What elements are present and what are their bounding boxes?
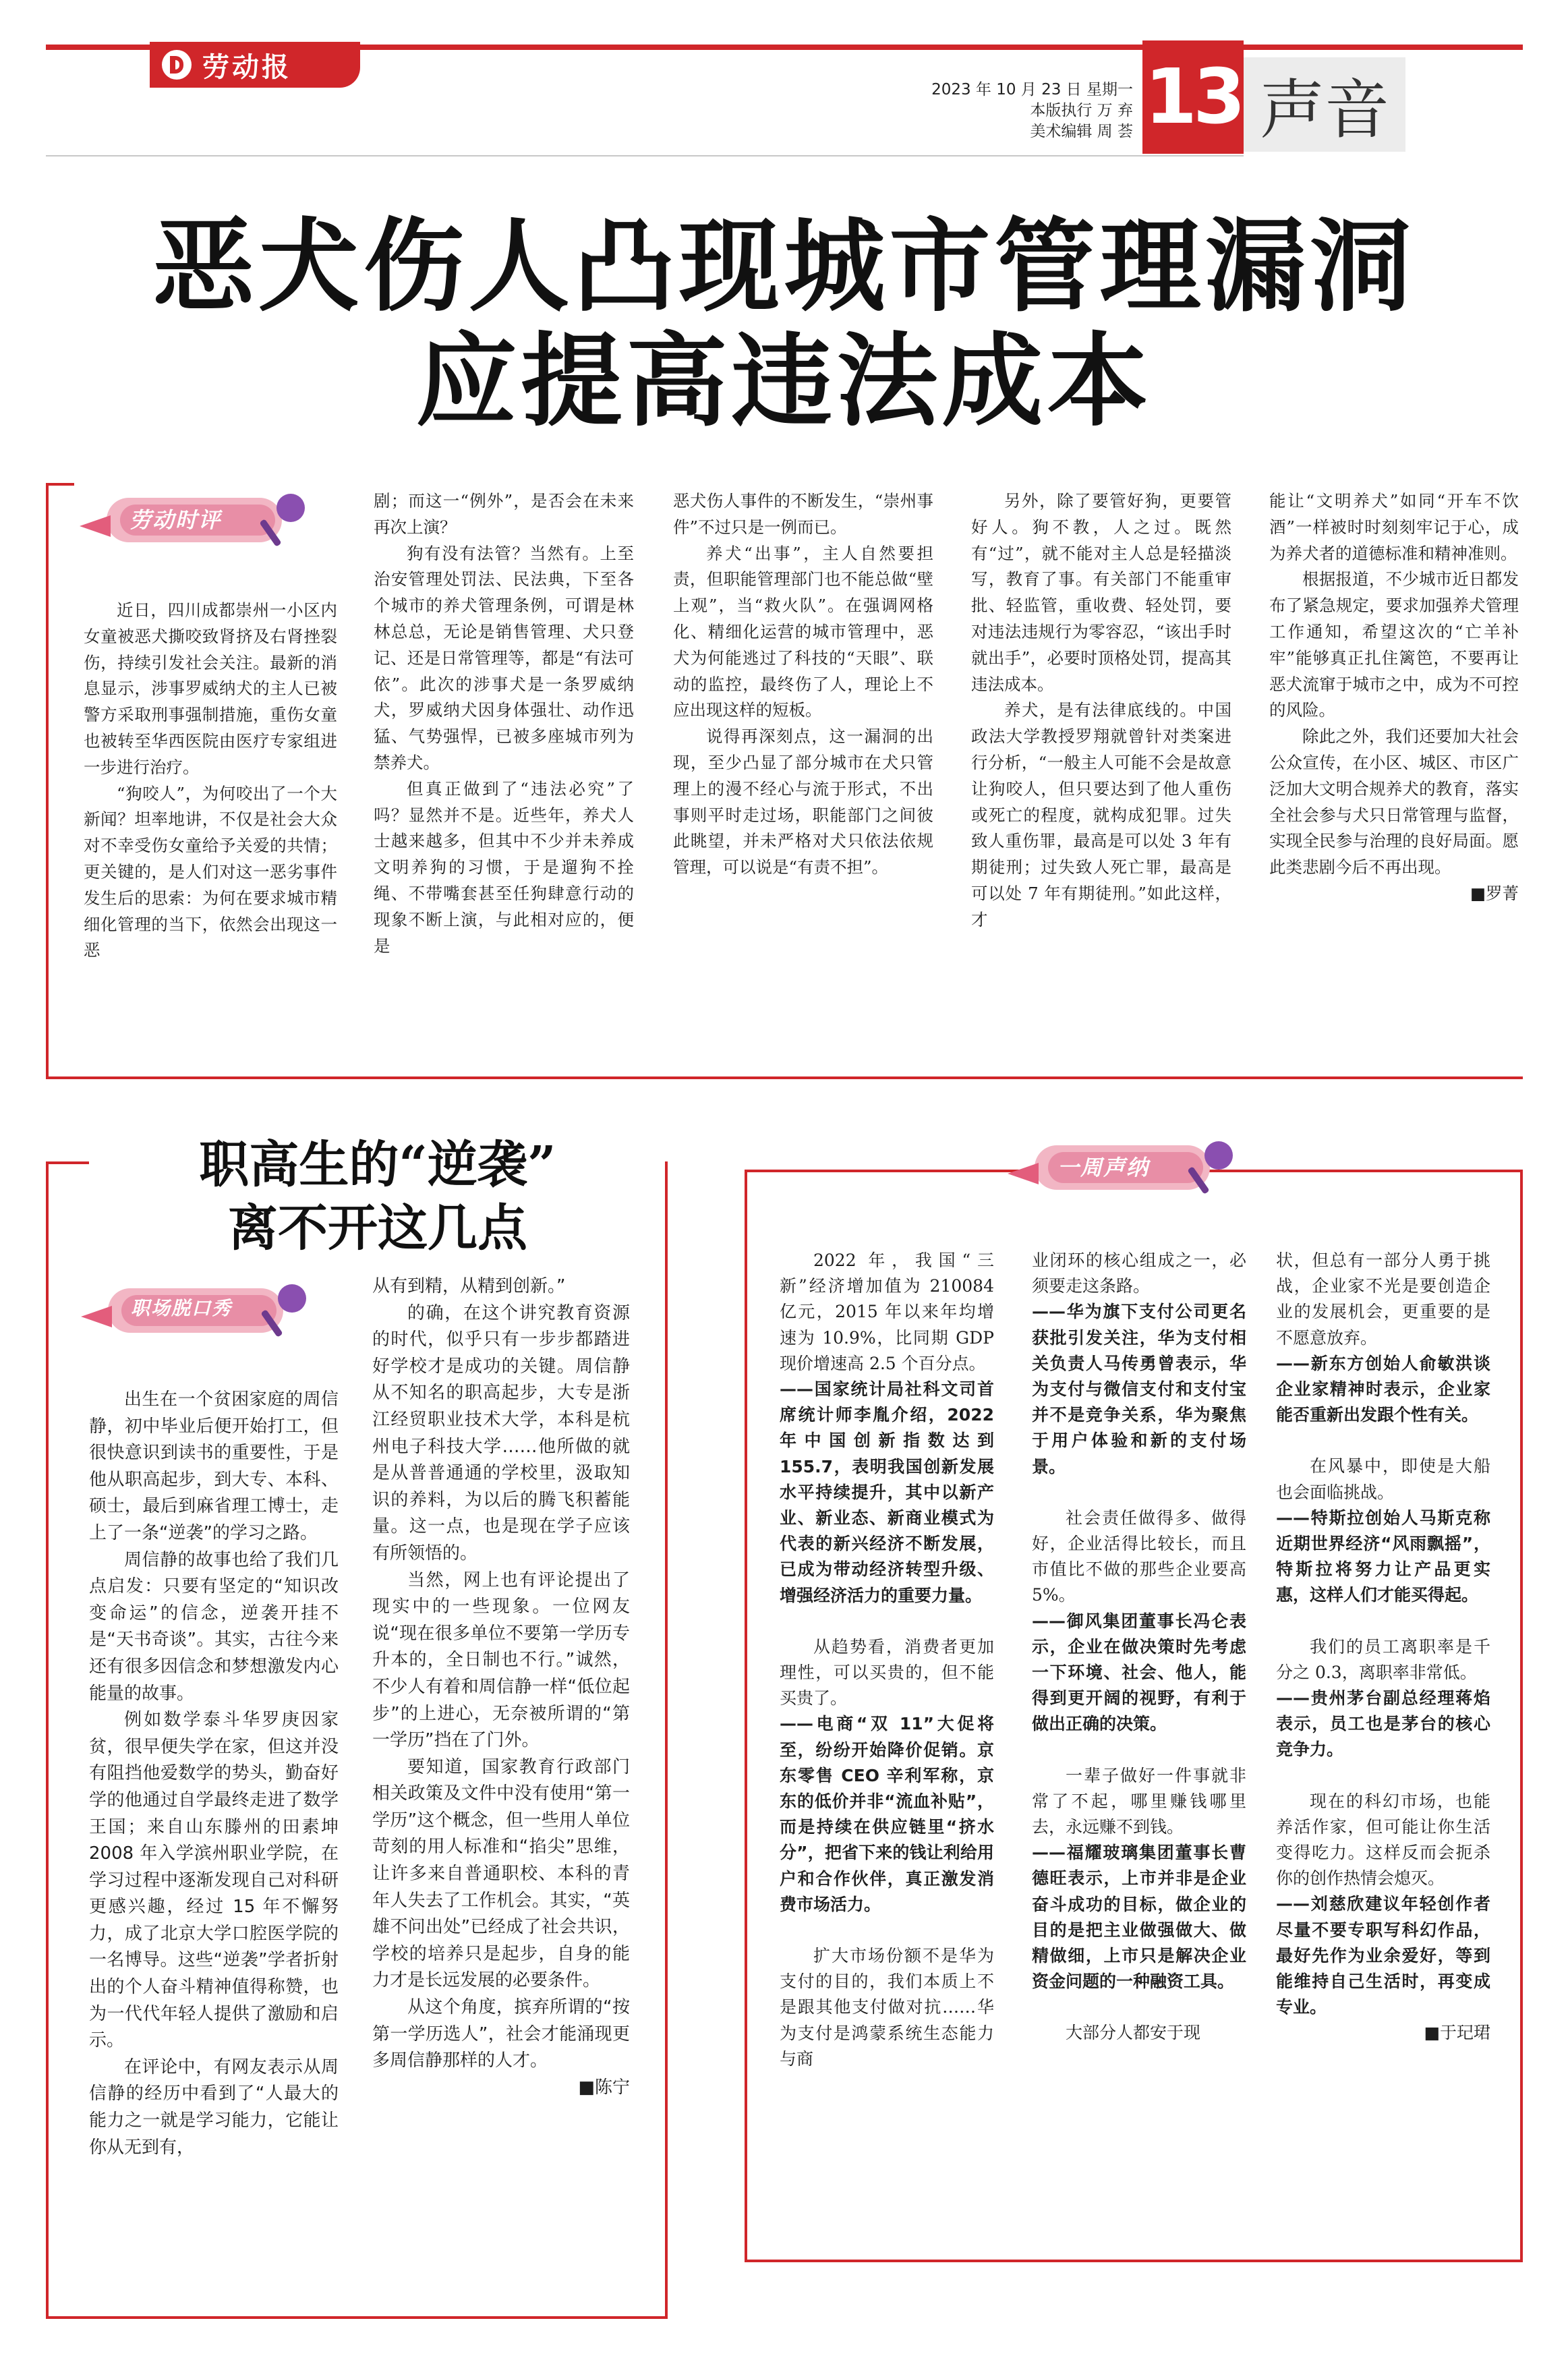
article1-col5 [1269, 488, 1519, 907]
date-text: 2023 年 10 月 23 日 星期一 [931, 81, 1133, 98]
paragraph: 近日，四川成都崇州一小区内女童被恶犬撕咬致肾挤及右肾挫裂伤，持续引发社会关注。最新的消息显示，涉事罗威纳犬的主人已被警方采取刑事强制措施，重伤女童也被转至华西医院由医疗专家组进一步进行治疗。 [84, 600, 337, 777]
article2-tag-label: 职场脱口秀 [131, 1297, 233, 1319]
paragraph: 从有到精，从精到创新。” [372, 1276, 566, 1296]
article2-col2 [372, 1273, 630, 2101]
editor-text: 本版执行 万 弃 [1030, 102, 1133, 119]
paragraph: 养犬“出事”，主人自然要担责，但职能管理部门也不能总做“壁上观”，当“救火队”。在强调网格化、精细化运营的城市管理中，恶犬为何能逃过了科技的“天眼”、联动的监控，最终伤了人，理论上不应出现这样的短板。 [673, 543, 933, 720]
paragraph: 能让“文明养犬”如同“开车不饮酒”一样被时时刻刻牢记于心，成为养犬者的道德标准和精神准则。 [1269, 491, 1519, 563]
article2-headline [101, 1133, 654, 1260]
microphone-icon [1204, 1141, 1233, 1170]
paragraph: 当然，网上也有评论提出了现实中的一些现象。一位网友说“现在很多单位不要第一学历专升本的，全日制也不行。”诚然，不少人有着和周信静一样“低位起步”的上进心，无奈被所谓的“第一学历”挡在了门外。 [372, 1570, 630, 1751]
quote: 在风暴中，即使是大船也会面临挑战。 [1276, 1456, 1490, 1502]
paragraph: 出生在一个贫困家庭的周信静，初中毕业后便开始打工，但很快意识到读书的重要性，于是他从职高起步，到大专、本科、硕士，最后到麻省理工博士，走上了一条“逆袭”的学习之路。 [89, 1389, 339, 1543]
article2-headline-line2: 离不开这几点 [228, 1199, 527, 1257]
quote: 业闭环的核心组成之一，必须要走这条路。 [1032, 1251, 1246, 1296]
quote-attribution: ——国家统计局社科文司首席统计师李胤介绍，2022 年中国创新指数达到 155.7，表明我国创新发展水平持续提升，其中以新产业、新业态、新商业模式为代表的新兴经济不断发展，已成为带动经济转型升级、增强经济活力的重要力量。 [780, 1379, 994, 1605]
article3-author: ■于玘珺 [1424, 2023, 1490, 2043]
quote: 现在的科幻市场，也能养活作家，但可能让你生活变得吃力。这样反而会扼杀你的创作热情会熄灭。 [1276, 1791, 1490, 1889]
paragraph: 剧；而这一“例外”，是否会在未来再次上演？ [374, 491, 634, 537]
quote-attribution: ——刘慈欣建议年轻创作者尽量不要专职写科幻作品，最好先作为业余爱好，等到能维持自己生活时，再变成专业。 [1276, 1894, 1490, 2017]
paragraph: 恶犬伤人事件的不断发生，“崇州事件”不过只是一例而已。 [673, 491, 933, 537]
article1-col3 [673, 488, 933, 881]
designer-text: 美术编辑 周 荟 [1030, 123, 1133, 140]
paper-plane-icon [80, 515, 111, 537]
article3-col3 [1276, 1248, 1490, 2046]
quote-attribution: ——电商“双 11”大促将至，纷纷开始降价促销。京东零售 CEO 辛利军称，京东的低价并非“流血补贴”，而是持续在供应链里“挤水分”，把省下来的钱让利给用户和合作伙伴，真正激发消费市场活力。 [780, 1714, 994, 1914]
paragraph: 除此之外，我们还要加大社会公众宣传，在小区、城区、市区广泛加大文明合规养犬的教育，落实全社会参与犬只日常管理与监督，实现全民参与治理的良好局面。愿此类悲剧今后不再出现。 [1269, 726, 1519, 878]
paragraph: 从这个角度，摈弃所谓的“按第一学历选人”，社会才能涌现更多周信静那样的人才。 [372, 1997, 630, 2071]
article3-tag [1008, 1139, 1237, 1195]
article1-tag-label: 劳动时评 [129, 507, 222, 533]
quote-attribution: ——特斯拉创始人马斯克称近期世界经济“风雨飘摇”，特斯拉将努力让产品更实惠，这样人们才能买得起。 [1276, 1507, 1490, 1605]
paragraph: 但真正做到了“违法必究”了吗？显然并不是。近些年，养犬人士越来越多，但其中不少并未养成文明养狗的习惯，于是遛狗不拴绳、不带嘴套甚至任狗肆意行动的现象不断上演，与此相对应的，便是 [374, 778, 634, 956]
article3-tag-label: 一周声纳 [1057, 1155, 1150, 1180]
paragraph: 根据报道，不少城市近日都发布了紧急规定，要求加强养犬管理工作通知，希望这次的“亡羊补牢”能够真正扎住篱笆，不要再让恶犬流窜于城市之中，成为不可控的风险。 [1269, 569, 1519, 720]
paper-plane-icon [81, 1306, 112, 1327]
article1-frame-tick [46, 483, 74, 486]
page-number: 13 [1142, 40, 1244, 154]
paragraph: 的确，在这个讲究教育资源的时代，似乎只有一步步都踏进好学校才是成功的关键。周信静从不知名的职高起步，大专是浙江经贸职业技术大学，本科是杭州电子科技大学……他所做的就是从普普通通的学校里，汲取知识的养料，为以后的腾飞积蓄能量。这一点，也是现在学子应该有所领悟的。 [372, 1302, 630, 1563]
quote: 状，但总有一部分人勇于挑战，企业家不光是要创造企业的发展机会，更重要的是不愿意放弃。 [1276, 1251, 1490, 1348]
paragraph: 养犬，是有法律底线的。中国政法大学教授罗翔就曾针对类案进行分析，“一般主人可能不会是故意让狗咬人，但只要达到了他人重伤或死亡的程度，就构成犯罪。过失致人重伤罪，最高是可以处 3 年有期徒刑；过失致人死亡罪，最高是可以处 7 年有期徒刑。”如此这样，才 [971, 700, 1231, 929]
quote: 2022 年，我国“三新”经济增加值为 210084 亿元，2015 年以来年均增速为 10.9%，比同期 GDP 现价增速高 2.5 个百分点。 [780, 1251, 994, 1373]
paragraph: 要知道，国家教育行政部门相关政策及文件中没有使用“第一学历”这个概念，但一些用人单位苛刻的用人标准和“掐尖”思维，让许多来自普通职校、本科的青年人失去了工作机会。其实，“英雄不问出处”已经成了社会共识，学校的培养只是起步，自身的能力才是长远发展的必要条件。 [372, 1756, 630, 1991]
article2-col1 [89, 1387, 339, 2161]
quote: 从趋势看，消费者更加理性，可以买贵的，但不能买贵了。 [780, 1636, 994, 1708]
article2-headline-line1: 职高生的“逆袭” [199, 1136, 556, 1194]
quote-attribution: ——御风集团董事长冯仑表示，企业在做决策时先考虑一下环境、社会、他人，能得到更开阔的视野，有利于做出正确的决策。 [1032, 1611, 1246, 1734]
paragraph: 例如数学泰斗华罗庚因家贫，很早便失学在家，但这并没有阻挡他爱数学的势头，勤奋好学的他通过自学最终走进了数学王国；来自山东滕州的田素坤 2008 年入学滨州职业学院，在学习过程中逐渐发现自己对科研更感兴趣，经过 15 年不懈努力，成了北京大学口腔医学院的一名博导。这些“逆袭”学者折射出的个人奋斗精神值得称赞，也为一代代年轻人提供了激励和启示。 [89, 1710, 339, 2051]
quote: 大部分人都安于现 [1066, 2023, 1201, 2043]
quote: 社会责任做得多、做得好，企业活得比较长，而且市值比不做的那些企业要高 5%。 [1032, 1507, 1246, 1605]
paragraph: 狗有没有法管？当然有。上至治安管理处罚法、民法典，下至各个城市的养犬管理条例，可谓是林林总总，无论是销售管理、犬只登记、还是日常管理等，都是“有法可依”。此次的涉事犬是一条罗威纳犬，罗威纳犬因身体强壮、动作迅猛、气势强悍，已被多座城市列为禁养犬。 [374, 543, 634, 772]
article1-col2 [374, 488, 634, 959]
quote-attribution: ——新东方创始人俞敏洪谈企业家精神时表示，企业家能否重新出发跟个性有关。 [1276, 1353, 1490, 1425]
logo-icon [162, 50, 192, 80]
dateline [850, 80, 1133, 142]
paragraph: 在评论中，有网友表示从周信静的经历中看到了“人最大的能力之一就是学习能力，它能让你从无到有， [89, 2057, 339, 2158]
article1-author: ■罗菁 [1470, 883, 1519, 903]
article2-tag [81, 1282, 310, 1338]
article3-col1 [780, 1248, 994, 2072]
article1-headline-line1: 恶犬伤人凸现城市管理漏洞 [152, 207, 1416, 326]
article1-headline [0, 209, 1568, 438]
article2-author: ■陈宁 [578, 2077, 630, 2098]
quote-attribution: ——华为旗下支付公司更名获批引发关注，华为支付相关负责人马传勇曾表示，华为支付与微信支付和支付宝并不是竞争关系，华为聚焦于用户体验和新的支付场景。 [1032, 1302, 1246, 1476]
masthead-logo [150, 42, 360, 88]
article1-tag [80, 491, 309, 548]
article1-headline-line2: 应提高违法成本 [415, 322, 1153, 440]
masthead-name: 劳动报 [202, 51, 291, 83]
header-underline [46, 155, 1244, 156]
article1-col4 [971, 488, 1231, 933]
paragraph: “狗咬人”，为何咬出了一个大新闻？坦率地讲，不仅是社会大众对不幸受伤女童给予关爱的共情；更关键的，是人们对这一恶劣事件发生后的思索：为何在要求城市精细化管理的当下，依然会出现这一恶 [84, 783, 337, 960]
article3-col2 [1032, 1248, 1246, 2046]
paragraph: 周信静的故事也给了我们几点启发：只要有坚定的“知识改变命运”的信念，逆袭开挂不是“天书奇谈”。其实，古往今来还有很多因信念和梦想激发内心能量的故事。 [89, 1549, 339, 1704]
quote: 我们的员工离职率是千分之 0.3，离职率非常低。 [1276, 1636, 1490, 1682]
paragraph: 说得再深刻点，这一漏洞的出现，至少凸显了部分城市在犬只管理上的漫不经心与流于形式，不出事则平时走过场，职能部门之间彼此眺望，并未严格对犬只依法依规管理，可以说是“有责不担”。 [673, 726, 933, 878]
paper-plane-icon [1008, 1163, 1039, 1184]
microphone-icon [278, 1284, 306, 1313]
microphone-icon [277, 494, 305, 522]
quote: 扩大市场份额不是华为支付的目的，我们本质上不是跟其他支付做对抗……华为支付是鸿蒙系统生态能力与商 [780, 1946, 994, 2069]
article2-frame-tick [46, 1161, 89, 1164]
quote-attribution: ——贵州茅台副总经理蒋焰表示，员工也是茅台的核心竞争力。 [1276, 1688, 1490, 1760]
quote-attribution: ——福耀玻璃集团董事长曹德旺表示，上市并非是企业奋斗成功的目标，做企业的目的是把主业做强做大、做精做细，上市只是解决企业资金问题的一种融资工具。 [1032, 1843, 1246, 1992]
article1-col1 [84, 598, 337, 964]
article2-right-line [665, 1161, 668, 2319]
section-title: 声音 [1244, 57, 1405, 152]
paragraph: 另外，除了要管好狗，更要管好人。狗不教，人之过。既然有“过”，就不能对主人总是轻描淡写，教育了事。有关部门不能重审批、轻监管，重收费、轻处罚，要对违法违规行为零容忍，“该出手时就出手”，必要时顶格处罚，提高其违法成本。 [971, 491, 1231, 694]
quote: 一辈子做好一件事就非常了不起，哪里赚钱哪里去，永远赚不到钱。 [1032, 1765, 1246, 1837]
